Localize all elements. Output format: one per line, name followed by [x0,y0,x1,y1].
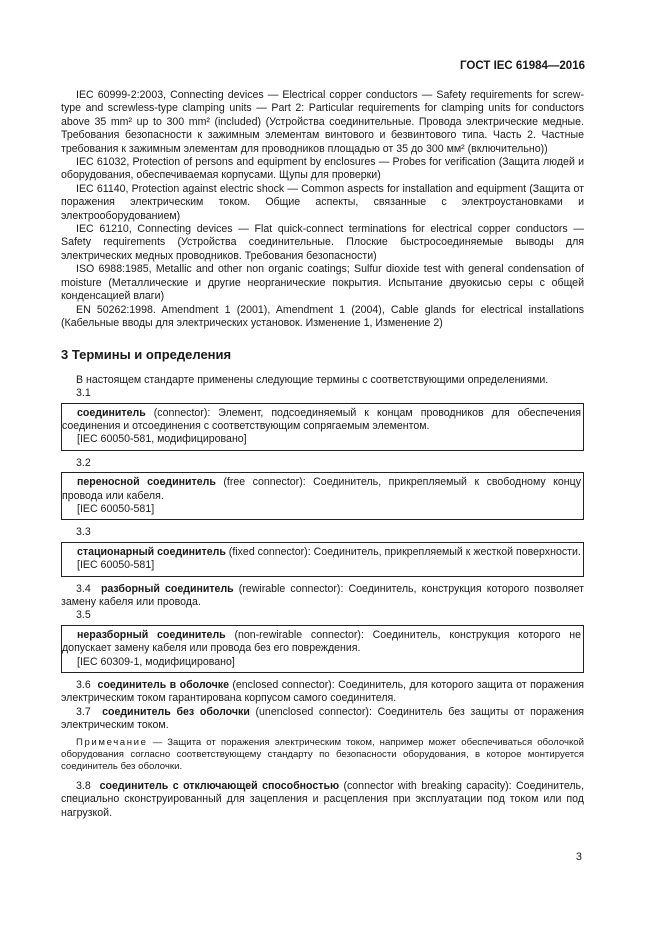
term-box-connector [61,403,584,451]
term-definition [62,629,583,656]
term-def-text: (enclosed connector): Соединитель, для которого защита от поражения электрическим током гарантирована корпусом самого соединителя. [61,679,584,705]
term-connector-with-breaking-capacity [61,780,584,820]
term-rewirable-connector [61,583,584,610]
term-def-text: (connector with breaking capacity): Соединитель, специально сконструированный для зацепления и расцепления при эксплуатации под током или под нагрузкой. [61,779,585,819]
term-definition [62,476,583,503]
section-title: 3 Термины и определения [61,347,232,363]
document-header: ГОСТ IEC 61984—2016 [460,60,585,72]
term-def-text: (connector): Элемент, подсоединяемый к концам проводников для обеспечения соединения и отсоединения с соответствующим сопрягаемым элементом. [62,406,581,432]
term-number: 3.2 [76,456,91,469]
note-text: — Защита от поражения электрическим током, например может обеспечиваться оболочкой оборудования согласно соответствующему стандарту по безопасности оборудования, в которое монтируется соединитель без оболочки. [61,736,584,773]
term-number: 3.3 [76,526,91,539]
term-name: неразборный соединитель [77,628,226,641]
section-intro: В настоящем стандарте применены следующие термины с соответствующими определениями. [76,373,549,386]
term-source: [IEC 60050-581] [77,559,155,572]
term-name: соединитель [77,406,146,419]
term-number: 3.1 [76,387,91,400]
term-def-text: (rewirable connector): Соединитель, конструкция которого позволяет замену кабеля или провода. [61,582,585,608]
term-name: разборный соединитель [100,582,234,595]
term-definition [62,546,583,559]
term-def-text: (fixed connector): Соединитель, прикрепляемый к жесткой поверхности. [225,545,581,558]
term-box-fixed-connector [61,542,584,577]
reference-iso-6988: ISO 6988:1985, Metallic and other non organic coatings; Sulfur dioxide test with general condensation of moisture (Металлические и другие неорганические покрытия. Испытание двуокисью серы с общей конденсацией влаги) [61,263,584,303]
term-source: [IEC 60309-1, модифицировано] [77,655,235,668]
document-body [61,89,584,820]
term-name: соединитель без оболочки [102,705,250,718]
term-def-text: (non-rewirable connector): Соединитель, конструкция которого не допускает замену кабеля или провода без его повреждения. [62,628,581,655]
term-number: 3.8 [76,779,91,792]
term-source: [IEC 60050-581] [77,502,155,515]
reference-iec-60999-2: IEC 60999-2:2003, Connecting devices — Electrical copper conductors — Safety requirements for screw-type and screwless-type clamping units — Part 2: Particular requirements for clamping units for conductors above 35 mm² up to 300 mm² (included) (Устройства соединительные. Провода электрические медные. Требования безопасности к зажимным элементам винтового и безвинтового типа. Часть 2. Частные требования к зажимным элементам для проводников площадью от 35 до 300 мм² (включительно)) [61,89,584,155]
reference-iec-61140: IEC 61140, Protection against electric shock — Common aspects for installation and equipment (Защита от поражения электрическим током. Общие аспекты, связанные с электроустановками и электрооборудованием) [61,182,584,222]
term-name: соединитель с отключающей способностью [99,779,340,792]
page-number: 3 [575,851,582,863]
term-number: 3.4 [76,582,91,595]
term-name: соединитель в оболочке [97,679,229,692]
term-def-text: (unenclosed connector): Соединитель без защиты от поражения электрическим током. [61,705,585,732]
term-box-free-connector [61,472,584,520]
reference-iec-61210: IEC 61210, Connecting devices — Flat quick-connect terminations for electrical copper conductors — Safety requirements (Устройства соединительные. Плоские быстросоединяемые выводы для электрических медных проводников. Требования безопасности) [61,223,584,262]
reference-iec-61032: IEC 61032, Protection of persons and equipment by enclosures — Probes for verification (Защита людей и оборудования, обеспечиваемая корпусами. Щупы для проверки) [61,156,584,182]
term-name: переносной соединитель [77,476,216,489]
term-number: 3.6 [76,679,91,692]
note [61,737,584,774]
reference-en-50262: EN 50262:1998. Amendment 1 (2001), Amendment 1 (2004), Cable glands for electrical installations (Кабельные вводы для электрических установок. Изменение 1, Изменение 2) [61,303,584,329]
term-box-non-rewirable-connector [61,625,584,673]
term-source: [IEC 60050-581, модифицировано] [77,433,247,446]
term-name: стационарный соединитель [77,545,226,558]
term-definition [62,407,583,434]
term-number: 3.7 [76,705,91,718]
term-enclosed-connector [61,679,584,706]
note-label: Примечание [76,736,148,748]
term-number: 3.5 [76,609,91,622]
term-unenclosed-connector [61,706,584,733]
term-def-text: (free connector): Соединитель, прикрепляемый к свободному концу провода или кабеля. [62,476,582,502]
